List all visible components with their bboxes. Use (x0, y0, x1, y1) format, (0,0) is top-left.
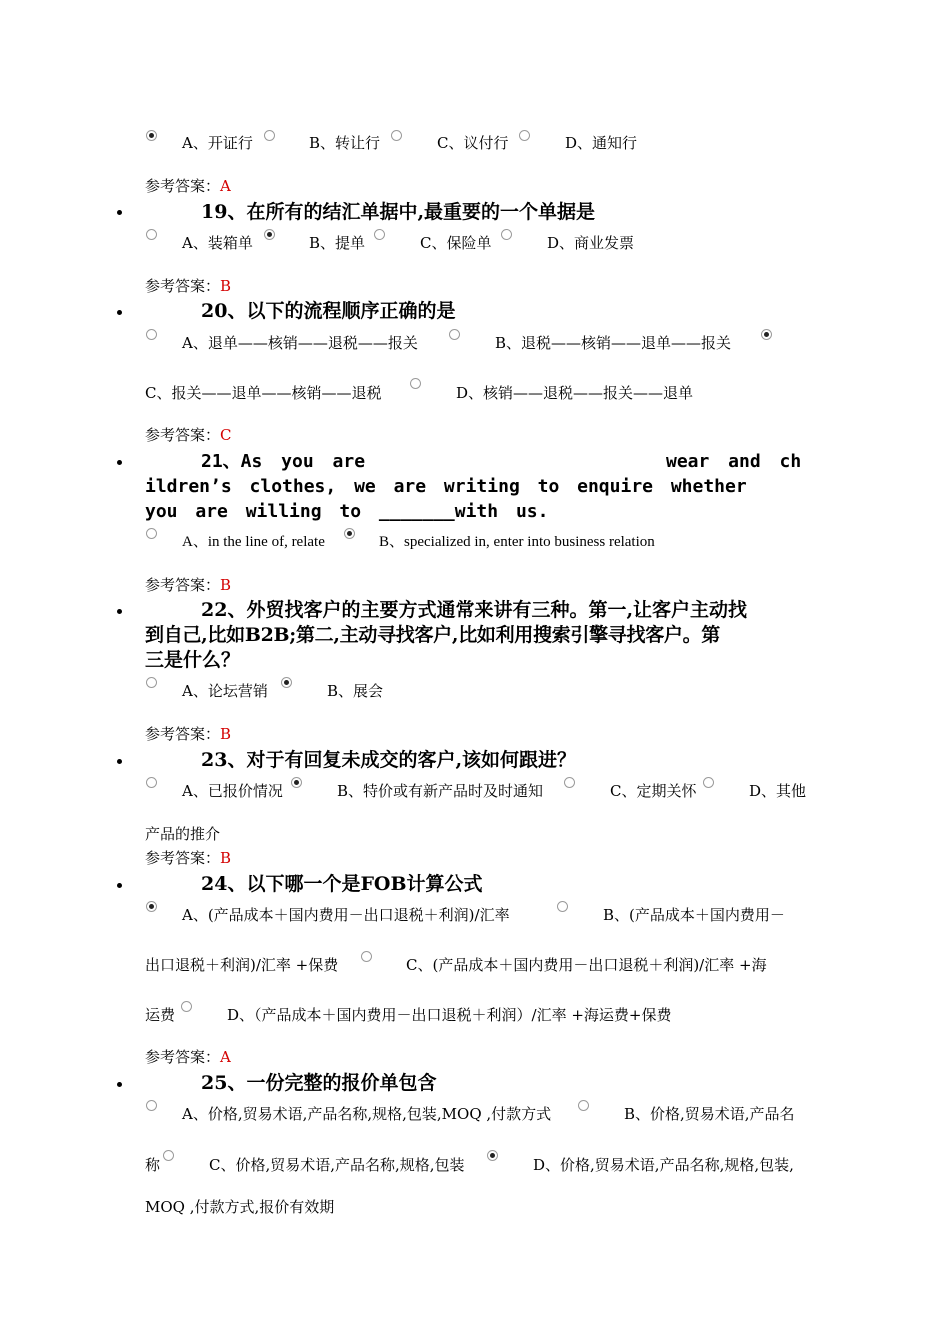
q24-option-a: A、(产品成本＋国内费用－出口退税＋利润)/汇率 (182, 906, 510, 924)
answer-label: 参考答案： (145, 1048, 221, 1066)
q21-option-a: A、in the line of, relate (182, 534, 325, 550)
q20-radio-c[interactable] (761, 329, 772, 340)
answer-label: 参考答案： (145, 725, 221, 743)
answer-letter: B (220, 576, 232, 594)
q22-radio-a[interactable] (146, 677, 157, 688)
q24-title: 24、以下哪一个是FOB计算公式 (201, 873, 483, 895)
q18-option-b: B、转让行 (309, 134, 381, 152)
q25-option-b-line1: B、价格,贸易术语,产品名 (624, 1105, 795, 1123)
q18-radio-c[interactable] (391, 130, 402, 141)
q23-bullet (117, 759, 122, 764)
q21-line1a: 21、As you are (201, 451, 366, 472)
q25-option-c: C、价格,贸易术语,产品名称,规格,包装 (209, 1156, 465, 1174)
q19-option-c: C、保险单 (420, 234, 492, 252)
q20-option-b: B、退税——核销——退单——报关 (495, 334, 732, 352)
q25-radio-a[interactable] (146, 1100, 157, 1111)
q22-option-a: A、论坛营销 (182, 682, 268, 700)
q18-radio-b[interactable] (264, 130, 275, 141)
q23-radio-c[interactable] (564, 777, 575, 788)
q19-option-d: D、商业发票 (547, 234, 635, 252)
q23-radio-d[interactable] (703, 777, 714, 788)
q18-option-d: D、通知行 (565, 134, 638, 152)
q24-option-c-line2: 运费 (145, 1006, 176, 1024)
q22-line1: 22、外贸找客户的主要方式通常来讲有三种。第一,让客户主动找 (201, 599, 748, 621)
answer-label: 参考答案： (145, 426, 221, 444)
q22-radio-b[interactable] (281, 677, 292, 688)
q24-radio-d[interactable] (181, 1001, 192, 1012)
q25-radio-c[interactable] (163, 1150, 174, 1161)
q20-radio-a[interactable] (146, 329, 157, 340)
q19-option-a: A、装箱单 (182, 234, 253, 252)
q20-answer (145, 426, 232, 444)
q25-radio-b[interactable] (578, 1100, 589, 1111)
q19-radio-c[interactable] (374, 229, 385, 240)
q23-title: 23、对于有回复未成交的客户,该如何跟进？ (201, 749, 577, 771)
q21-line1b: wear and ch (666, 451, 802, 472)
answer-label: 参考答案： (145, 576, 221, 594)
q23-option-b: B、特价或有新产品时及时通知 (337, 782, 544, 800)
q24-radio-a[interactable] (146, 901, 157, 912)
q18-answer (145, 177, 231, 195)
q18-option-c: C、议付行 (437, 134, 509, 152)
q25-bullet (117, 1082, 122, 1087)
q25-option-a: A、价格,贸易术语,产品名称,规格,包装,MOQ ,付款方式 (182, 1105, 552, 1123)
answer-letter: A (220, 177, 231, 195)
q22-line2: 到自己,比如B2B;第二,主动寻找客户,比如利用搜索引擎寻找客户。第 (145, 624, 720, 646)
q25-option-b-line2: 称 (145, 1156, 161, 1174)
q21-option-b: B、specialized in, enter into business relation (379, 534, 655, 550)
q23-answer (145, 849, 231, 867)
q24-option-d: D、（产品成本＋国内费用－出口退税＋利润）/汇率 +海运费+保费 (227, 1006, 672, 1024)
q23-option-c: C、定期关怀 (610, 782, 697, 800)
answer-letter: B (220, 725, 232, 743)
q23-radio-a[interactable] (146, 777, 157, 788)
q24-option-b-line2: 出口退税＋利润)/汇率 +保费 (145, 956, 339, 974)
q25-radio-d[interactable] (487, 1150, 498, 1161)
q21-radio-a[interactable] (146, 528, 157, 539)
q18-option-a: A、开证行 (182, 134, 253, 152)
q20-bullet (117, 310, 122, 315)
q19-bullet (117, 210, 122, 215)
answer-letter: B (220, 277, 232, 295)
answer-label: 参考答案： (145, 177, 221, 195)
q22-option-b: B、展会 (327, 682, 384, 700)
answer-letter: A (220, 1048, 231, 1066)
q22-bullet (117, 609, 122, 614)
q19-radio-a[interactable] (146, 229, 157, 240)
q19-radio-d[interactable] (501, 229, 512, 240)
q23-radio-b[interactable] (291, 777, 302, 788)
q25-option-d-line2: MOQ ,付款方式,报价有效期 (145, 1198, 335, 1216)
q19-answer (145, 277, 231, 295)
answer-letter: B (220, 849, 232, 867)
q20-option-c: C、报关——退单——核销——退税 (145, 384, 382, 402)
q19-radio-b[interactable] (264, 229, 275, 240)
q19-option-b: B、提单 (309, 234, 366, 252)
q24-option-c-line1: C、(产品成本＋国内费用－出口退税＋利润)/汇率 +海 (406, 956, 767, 974)
q21-radio-b[interactable] (344, 528, 355, 539)
q21-line3: you are willing to _______with us. (145, 501, 549, 522)
q22-line3: 三是什么？ (145, 649, 241, 671)
q24-radio-c[interactable] (361, 951, 372, 962)
q20-title: 20、以下的流程顺序正确的是 (201, 300, 456, 322)
q20-option-d: D、核销——退税——报关——退单 (456, 384, 694, 402)
q22-answer (145, 725, 231, 743)
q21-bullet (117, 460, 122, 465)
q23-option-d-cont: 产品的推介 (145, 825, 221, 843)
q23-option-a: A、已报价情况 (182, 782, 283, 800)
q23-option-d: D、其他 (749, 782, 807, 800)
q20-radio-d[interactable] (410, 378, 421, 389)
answer-label: 参考答案： (145, 277, 221, 295)
q20-radio-b[interactable] (449, 329, 460, 340)
q25-option-d-line1: D、价格,贸易术语,产品名称,规格,包装, (533, 1156, 794, 1174)
q24-answer (145, 1048, 231, 1066)
q24-bullet (117, 883, 122, 888)
q24-radio-b[interactable] (557, 901, 568, 912)
q20-option-a: A、退单——核销——退税——报关 (182, 334, 418, 352)
answer-label: 参考答案： (145, 849, 221, 867)
q21-line2: ildren’s clothes, we are writing to enquire whether (145, 476, 747, 497)
q24-option-b-line1: B、(产品成本＋国内费用－ (603, 906, 785, 924)
q19-title: 19、在所有的结汇单据中,最重要的一个单据是 (201, 201, 596, 223)
q25-title: 25、一份完整的报价单包含 (201, 1072, 437, 1094)
q18-radio-a[interactable] (146, 130, 157, 141)
q21-answer (145, 576, 231, 594)
answer-letter: C (220, 426, 232, 444)
q18-radio-d[interactable] (519, 130, 530, 141)
